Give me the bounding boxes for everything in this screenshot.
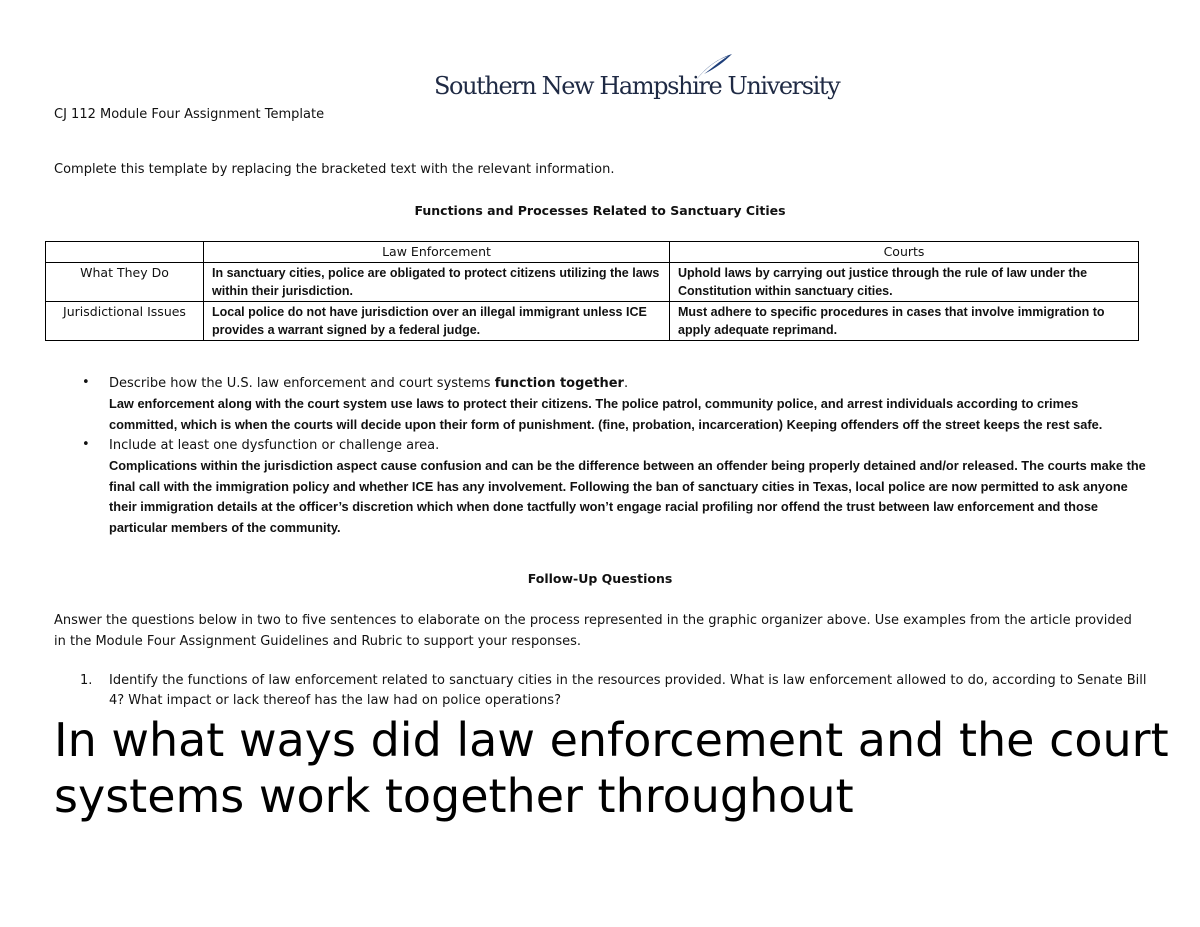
column-header-empty [46, 242, 204, 263]
list-item [0, 671, 1150, 711]
prompt-emphasis: function together [494, 376, 624, 391]
prompt-text: Include at least one dysfunction or challenge area. [109, 438, 440, 453]
cell-courts-jurisdiction: Must adhere to specific procedures in cases that involve immigration to apply adequate reprimand. [670, 302, 1139, 341]
bullet-answer: Complications within the jurisdiction aspect cause confusion and can be the difference between an offender being properly detained and/or released. The courts make the final call with the immigration policy and whether ICE has any involvement. Following the ban of sanctuary cities in Texas, local police are now permitted to ask anyone their immigration details at the officer’s discretion which when done tactfully won’t engage racial profiling nor offend the trust between law enforcement and those particular members of the community. [109, 458, 1146, 535]
table-header-row [46, 242, 1139, 263]
question-list [0, 671, 1150, 711]
bullet-prompt [109, 436, 1150, 456]
organizer-heading: Functions and Processes Related to Sanctuary Cities [414, 203, 786, 218]
followup-heading: Follow-Up Questions [527, 571, 673, 586]
bullet-prompt [109, 374, 1150, 394]
overlay-large-text: In what ways did law enforcement and the court systems work together throughout [54, 713, 1169, 823]
question-number: 1. [80, 673, 93, 688]
prompt-text-end: . [623, 376, 629, 391]
cell-courts-what-they-do: Uphold laws by carrying out justice through the rule of law under the Constitution within sanctuary cities. [670, 263, 1139, 302]
cell-law-enforcement-jurisdiction: Local police do not have jurisdiction over an illegal immigrant unless ICE provides a warrant signed by a federal judge. [204, 302, 670, 341]
university-logo [434, 52, 840, 104]
graphic-organizer-table [45, 241, 1139, 341]
bullet-icon: • [82, 375, 90, 390]
row-label-what-they-do: What They Do [46, 263, 204, 302]
template-instructions: Complete this template by replacing the bracketed text with the relevant information. [54, 162, 615, 177]
logo-wordmark: Southern New Hampshire University [434, 72, 840, 100]
row-label-jurisdictional-issues: Jurisdictional Issues [46, 302, 204, 341]
followup-instructions: Answer the questions below in two to five sentences to elaborate on the process represented in the graphic organizer above. Use examples from the article provided in the Module Four Assignment Guidelines and Rubric to support your responses. [54, 613, 1132, 649]
question-text: Identify the functions of law enforcement related to sanctuary cities in the resources provided. What is law enforcement allowed to do, according to Senate Bill 4? What impact or lack thereof has the law had on police operations? [109, 673, 1147, 708]
list-item [0, 374, 1150, 435]
list-item [0, 436, 1150, 538]
bullet-list [0, 374, 1150, 539]
column-header-law-enforcement: Law Enforcement [204, 242, 670, 263]
table-row [46, 263, 1139, 302]
bullet-answer: Law enforcement along with the court system use laws to protect their citizens. The police patrol, community police, and arrest individuals according to crimes committed, which is when the courts will decide upon their form of punishment. (fine, probation, incarceration) Keeping offenders off the street keeps the rest safe. [109, 396, 1103, 432]
bullet-icon: • [82, 437, 90, 452]
feather-icon [692, 52, 734, 82]
cell-law-enforcement-what-they-do: In sanctuary cities, police are obligated to protect citizens utilizing the laws within their jurisdiction. [204, 263, 670, 302]
column-header-courts: Courts [670, 242, 1139, 263]
prompt-text: Describe how the U.S. law enforcement and court systems [109, 376, 495, 391]
document-title: CJ 112 Module Four Assignment Template [54, 107, 325, 122]
table-row [46, 302, 1139, 341]
